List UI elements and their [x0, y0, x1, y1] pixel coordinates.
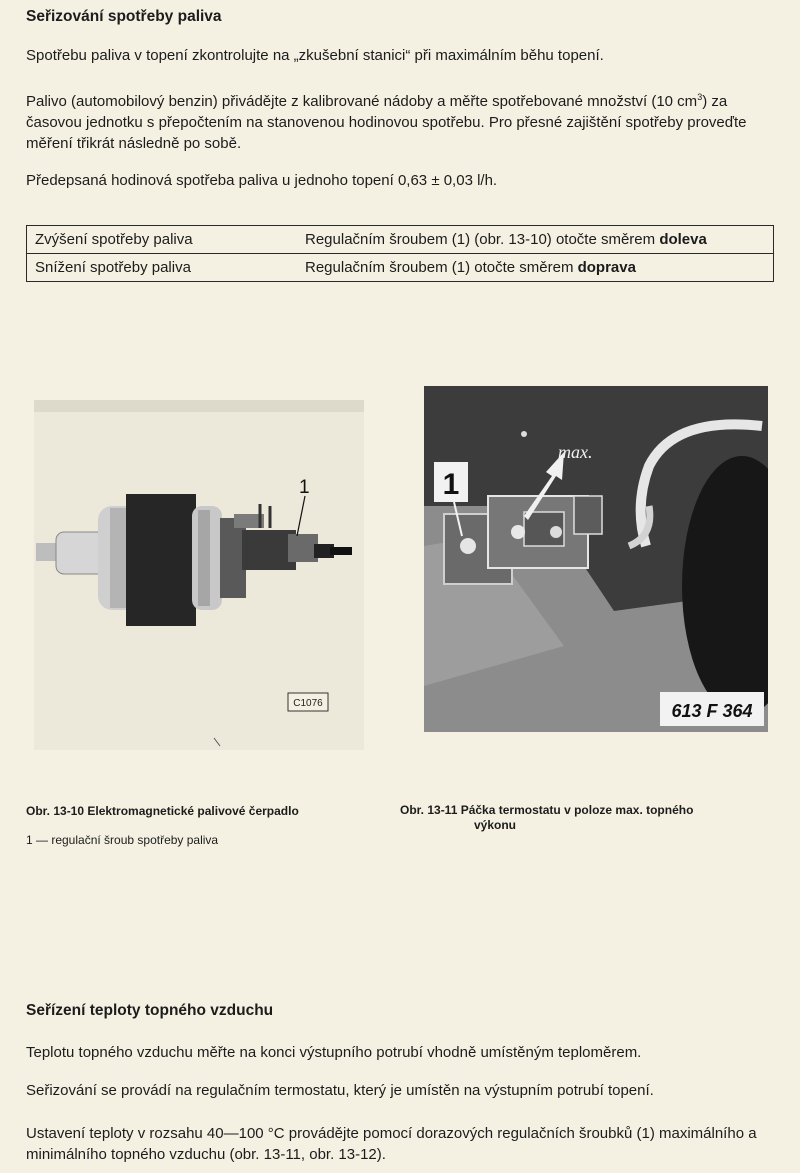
- paragraph-measurement-part1: Palivo (automobilový benzin) přivádějte z kalibrované nádoby a měřte spotřebované množství (10 cm: [26, 93, 698, 110]
- pump-marker-1: 1: [299, 477, 310, 498]
- paragraph-measurement-part2: ) za časovou jednotku s přepočtením na stanovenou hodinovou spotřebu. Pro přesné zajištění spotřeby proveďte měření třikrát následně po sobě.: [26, 93, 747, 152]
- figure-13-11-caption-line2: výkonu: [474, 818, 517, 832]
- table-row: [27, 254, 774, 282]
- instruction-text: Regulačním šroubem (1) (obr. 13-10) otočte směrem: [305, 231, 660, 248]
- thermostat-lever-photo: [424, 386, 768, 732]
- figure-13-10-caption: Obr. 13-10 Elektromagnetické palivové čerpadlo: [26, 804, 299, 818]
- table-cell-label: Snížení spotřeby paliva: [27, 254, 298, 282]
- instruction-direction: doprava: [577, 259, 636, 276]
- figure-13-11-caption-line1: Obr. 13-11 Páčka termostatu v poloze max. topného: [400, 803, 694, 817]
- max-label: max.: [558, 442, 593, 462]
- instruction-text: Regulačním šroubem (1) otočte směrem: [305, 259, 578, 276]
- instruction-direction: doleva: [659, 231, 707, 248]
- table-cell-instruction: [297, 226, 774, 254]
- table-row: [27, 226, 774, 254]
- paragraph-measure-temperature: Teplotu topného vzduchu měřte na konci výstupního potrubí vhodně umístěným teploměrem.: [26, 1044, 642, 1061]
- table-cell-label: Zvýšení spotřeby paliva: [27, 226, 298, 254]
- paragraph-check-consumption: Spotřebu paliva v topení zkontrolujte na „zkušební stanici“ při maximálním běhu topení.: [26, 47, 604, 64]
- section-title-fuel-consumption: Seřizování spotřeby paliva: [26, 8, 222, 25]
- figure-13-10-subcaption: 1 — regulační šroub spotřeby paliva: [26, 833, 219, 847]
- paragraph-temperature-range: Ustavení teploty v rozsahu 40—100 °C provádějte pomocí dorazových regulačních šroubků (1) maximálního a minimálního topného vzduchu (obr. 13-11, obr. 13-12).: [26, 1125, 757, 1163]
- paragraph-measurement: [26, 87, 776, 154]
- section-title-air-temperature: Seřízení teploty topného vzduchu: [26, 1002, 274, 1019]
- thermostat-marker-1: 1: [442, 468, 460, 501]
- adjustment-table: [26, 225, 774, 282]
- fuel-pump-photo: [34, 400, 364, 750]
- paragraph-prescribed-consumption: Předepsaná hodinová spotřeba paliva u jednoho topení 0,63 ± 0,03 l/h.: [26, 172, 498, 189]
- superscript-3: 3: [697, 92, 703, 102]
- paragraph-thermostat-location: Seřizování se provádí na regulačním termostatu, který je umístěn na výstupním potrubí topení.: [26, 1082, 654, 1099]
- pump-stamp-code: C1076: [293, 698, 323, 709]
- table-cell-instruction: [297, 254, 774, 282]
- photo-reference-number: 613 F 364: [671, 701, 753, 721]
